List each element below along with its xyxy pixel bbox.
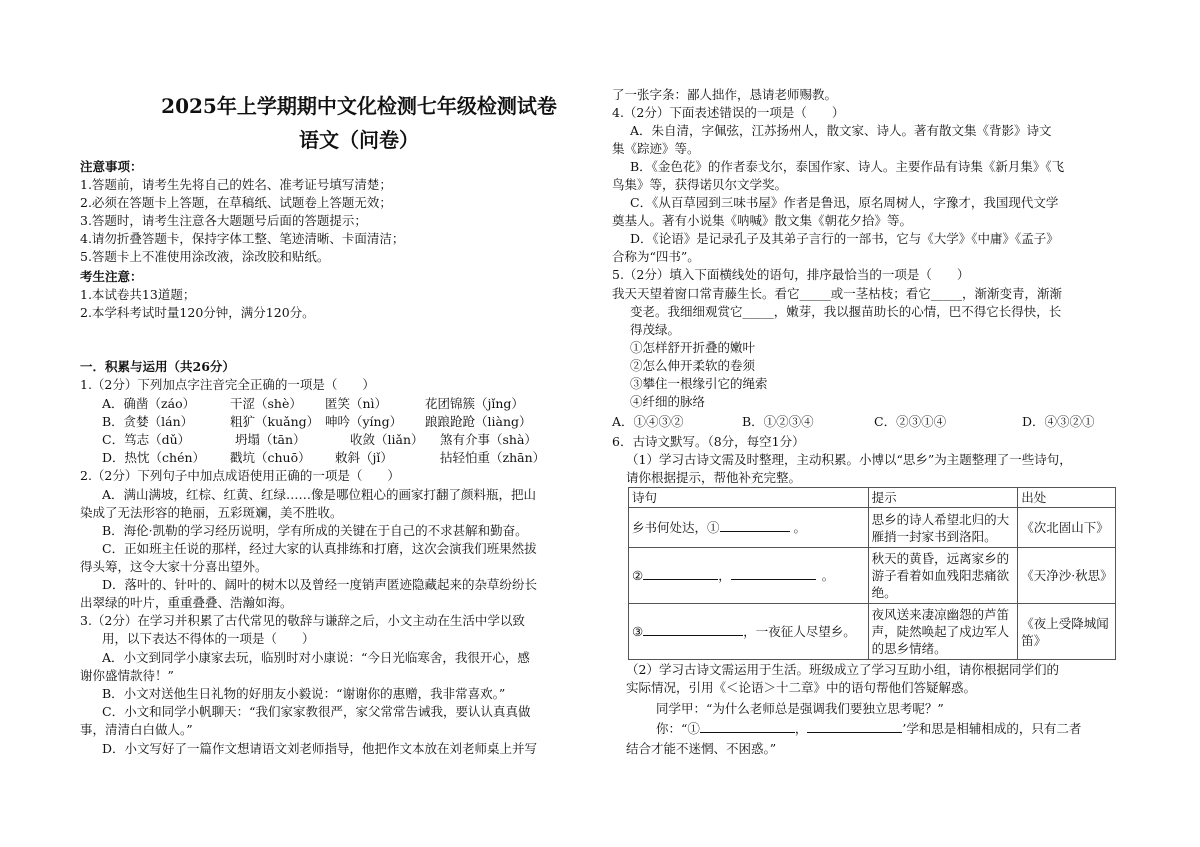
answer-blank[interactable]	[700, 720, 795, 733]
q5-passage: 得茂绿。	[630, 322, 681, 337]
q1-option-d-word2: 戳坑（chuō）	[230, 450, 311, 465]
q2-line: 出翠绿的叶片，重重叠叠、浩瀚如海。	[80, 595, 293, 610]
q5-option-c: C．②③①④	[874, 414, 947, 429]
q5-item: ①怎样舒开折叠的嫩叶	[630, 340, 756, 355]
poem-line-cell	[629, 508, 869, 548]
poem-table	[628, 487, 1116, 660]
section-heading: 一．积累与运用（共26分）	[80, 359, 235, 374]
q4-line: 集《踪迹》等。	[612, 141, 700, 156]
q1-option-b-word3: 呻吟（yíng）	[325, 414, 403, 429]
poem-text: 。	[821, 568, 835, 583]
q1-option-d: D．热忱（chén）	[102, 450, 206, 465]
hint-cell: 思乡的诗人希望北归的大雁捎一封家书到洛阳。	[868, 508, 1018, 548]
table-header-cell: 诗句	[629, 488, 869, 508]
q3-line: A．小文到同学小康家去玩，临别时对小康说：“今日光临寒舍，我很开心，感	[102, 650, 530, 665]
q5-option-b: B．①②③④	[742, 414, 814, 429]
q6-dialog-comma: ，	[794, 721, 808, 736]
q3-line: B．小文对送他生日礼物的好朋友小毅说：“谢谢你的惠赠，我非常喜欢。”	[102, 686, 506, 701]
q5-item: ②怎么伸开柔软的卷须	[630, 358, 756, 373]
exam-notice-item: 2.本学科考试时量120分钟，满分120分。	[80, 305, 315, 320]
q2-stem: 2.（2分）下列句子中加点成语使用正确的一项是（ ）	[80, 468, 400, 483]
exam-subtitle: 语文（问卷）	[299, 128, 419, 152]
q1-option-c-word4: 煞有介事（shà）	[440, 432, 537, 447]
q3-line: 事，清清白白做人。”	[80, 722, 193, 737]
q1-option-a: A．确凿（záo）	[102, 396, 196, 411]
poem-text: 。	[793, 520, 807, 535]
q6-dialog-prefix: 你：“①	[656, 721, 700, 736]
q2-line: 染成了无法形容的艳丽，五彩斑斓，美不胜收。	[80, 505, 343, 520]
q2-line: B．海伦·凯勒的学习经历说明，学有所成的关键在于自己的不求甚解和勤奋。	[102, 523, 528, 538]
q4-line: 合称为“四书”。	[612, 249, 700, 264]
poem-text: ③	[632, 624, 644, 639]
poem-text: ，	[718, 568, 731, 583]
q6-part2: 实际情况，引用《＜论语＞十二章》中的语句帮他们答疑解惑。	[626, 680, 977, 695]
q1-option-a-word4: 花团锦簇（jǐng）	[425, 396, 524, 411]
q4-stem: 4.（2分）下面表述错误的一项是（ ）	[612, 105, 845, 120]
q2-line: C．正如班主任说的那样，经过大家的认真排练和打磨，这次会演我们班果然拔	[102, 541, 537, 556]
table-header-cell: 提示	[868, 488, 1018, 508]
notice-item: 4.请勿折叠答题卡，保持字体工整、笔迹清晰、卡面清洁；	[80, 231, 405, 246]
source-cell: 《天净沙·秋思》	[1018, 548, 1116, 604]
q2-line: D．落叶的、针叶的、阔叶的树木以及曾经一度销声匿迹隐藏起来的杂草纷纷长	[102, 577, 538, 592]
q6-part1: 请你根据提示，帮他补充完整。	[626, 470, 802, 485]
q6-part1: （1）学习古诗文需及时整理，主动积累。小博以“思乡”为主题整理了一些诗句，	[626, 452, 1072, 467]
q5-passage: 我天天望着窗口常青藤生长。看它_____或一茎枯枝；看它_____，渐渐变青，渐渐	[612, 286, 1063, 301]
q3-line: 谢你盛情款待！”	[80, 668, 174, 683]
q1-option-c-word3: 收敛（liǎn）	[350, 432, 424, 447]
q3-stem-cont: 用，以下表达不得体的一项是（ ）	[102, 631, 315, 646]
notice-item: 1.答题前，请考生先将自己的姓名、准考证号填写清楚；	[80, 177, 392, 192]
q6-stem: 6．古诗文默写。（8分，每空1分）	[612, 434, 805, 449]
q3-line: C．小文和同学小帆聊天：“我们家家教很严，家父常常告诫我，要认认真真做	[102, 704, 531, 719]
q6-part2: （2）学习古诗文需运用于生活。班级成立了学习互助小组，请你根据同学们的	[626, 662, 1059, 677]
q6-dialog-line: 结合才能不迷惘、不困惑。”	[626, 741, 777, 756]
poem-text: 乡书何处达，①	[632, 520, 720, 535]
q1-stem: 1.（2分）下列加点字注音完全正确的一项是（ ）	[80, 377, 375, 392]
hint-cell: 秋天的黄昏，远离家乡的游子看着如血残阳悲痛欲绝。	[868, 548, 1018, 604]
q5-passage: 变老。我细细观赏它_____，嫩芽，我以揠苗助长的心情，巴不得它长得快，长	[630, 304, 1062, 319]
answer-blank[interactable]	[643, 567, 718, 580]
q2-line: 得头筹，这令大家十分喜出望外。	[80, 559, 268, 574]
notice-item: 5.答题卡上不准使用涂改液，涂改胶和贴纸。	[80, 249, 330, 264]
q1-option-c-word2: 坍塌（tān）	[235, 432, 306, 447]
table-row	[629, 548, 1116, 604]
q4-line: 鸟集》等，获得诺贝尔文学奖。	[612, 177, 788, 192]
table-header-cell: 出处	[1018, 488, 1116, 508]
q1-option-d-word4: 拈轻怕重（zhān）	[440, 450, 546, 465]
exam-notice-heading: 考生注意：	[80, 269, 143, 284]
q6-dialog-line: 同学甲：“为什么老师总是强调我们要独立思考呢？”	[656, 701, 944, 716]
poem-text: ，一夜征人尽望乡。	[743, 624, 856, 639]
poem-line-cell	[629, 548, 869, 604]
q5-option-a: A．①④③②	[612, 414, 684, 429]
exam-notice-item: 1.本试卷共13道题；	[80, 287, 196, 302]
source-cell: 《次北固山下》	[1018, 508, 1116, 548]
answer-blank[interactable]	[807, 720, 902, 733]
q1-option-c: C．笃志（dǔ）	[102, 432, 191, 447]
q4-line: 奠基人。著有小说集《呐喊》散文集《朝花夕拾》等。	[612, 213, 913, 228]
poem-line-cell	[629, 604, 869, 660]
answer-blank[interactable]	[643, 623, 743, 636]
poem-text: ②	[632, 568, 644, 583]
q4-line: D．《论语》是记录孔子及其弟子言行的一部书，它与《大学》《中庸》《孟子》	[630, 231, 1059, 246]
q2-line: A．满山满坡，红棕、红黄、红绿……像是哪位粗心的画家打翻了颜料瓶，把山	[102, 487, 537, 502]
notice-item: 2.必须在答题卡上答题，在草稿纸、试题卷上答题无效；	[80, 195, 392, 210]
notice-item: 3.答题时，请考生注意各大题题号后面的答题提示；	[80, 213, 367, 228]
q5-item: ④纤细的脉络	[630, 394, 706, 409]
q1-option-b-word4: 踉踉跄跄（liàng）	[425, 414, 532, 429]
q1-option-b-word2: 粗犷（kuǎng）	[230, 414, 320, 429]
q4-line: A．朱自清，字佩弦，江苏扬州人，散文家、诗人。著有散文集《背影》诗文	[630, 123, 1052, 138]
q1-option-a-word2: 干涩（shè）	[230, 396, 302, 411]
q3-stem: 3.（2分）在学习并积累了古代常见的敬辞与谦辞之后，小文主动在生活中学以致	[80, 613, 525, 628]
q6-dialog-answer	[656, 720, 1081, 738]
q4-line: B．《金色花》的作者泰戈尔，泰国作家、诗人。主要作品有诗集《新月集》《飞	[630, 159, 1065, 174]
source-cell: 《夜上受降城闻笛》	[1018, 604, 1116, 660]
q1-option-a-word3: 匿笑（nì）	[325, 396, 388, 411]
q5-option-d: D．④③②①	[1022, 414, 1095, 429]
table-row	[629, 604, 1116, 660]
table-header-row	[629, 488, 1116, 508]
notice-heading: 注意事项：	[80, 159, 143, 174]
q5-stem: 5.（2分）填入下面横线处的语句，排序最恰当的一项是（ ）	[612, 267, 970, 282]
exam-title: 2025年上学期期中文化检测七年级检测试卷	[161, 94, 557, 118]
answer-blank[interactable]	[720, 519, 790, 532]
q1-option-b: B．贪婪（lán）	[102, 414, 194, 429]
q3-line-cont: 了一张字条：鄙人拙作，恳请老师赐教。	[612, 87, 838, 102]
answer-blank[interactable]	[731, 567, 816, 580]
table-row	[629, 508, 1116, 548]
q1-option-d-word3: 敕斜（jǐ）	[335, 450, 393, 465]
q4-line: C．《从百草园到三味书屋》作者是鲁迅，原名周树人，字豫才，我国现代文学	[630, 195, 1059, 210]
q6-dialog-suffix: ’学和思是相辅相成的，只有二者	[902, 721, 1082, 736]
q5-item: ③攀住一根缘引它的绳索	[630, 376, 768, 391]
hint-cell: 夜风送来凄凉幽怨的芦笛声，陡然唤起了戍边军人的思乡情绪。	[868, 604, 1018, 660]
q3-line: D．小文写好了一篇作文想请语文刘老师指导，他把作文本放在刘老师桌上并写	[102, 741, 538, 756]
